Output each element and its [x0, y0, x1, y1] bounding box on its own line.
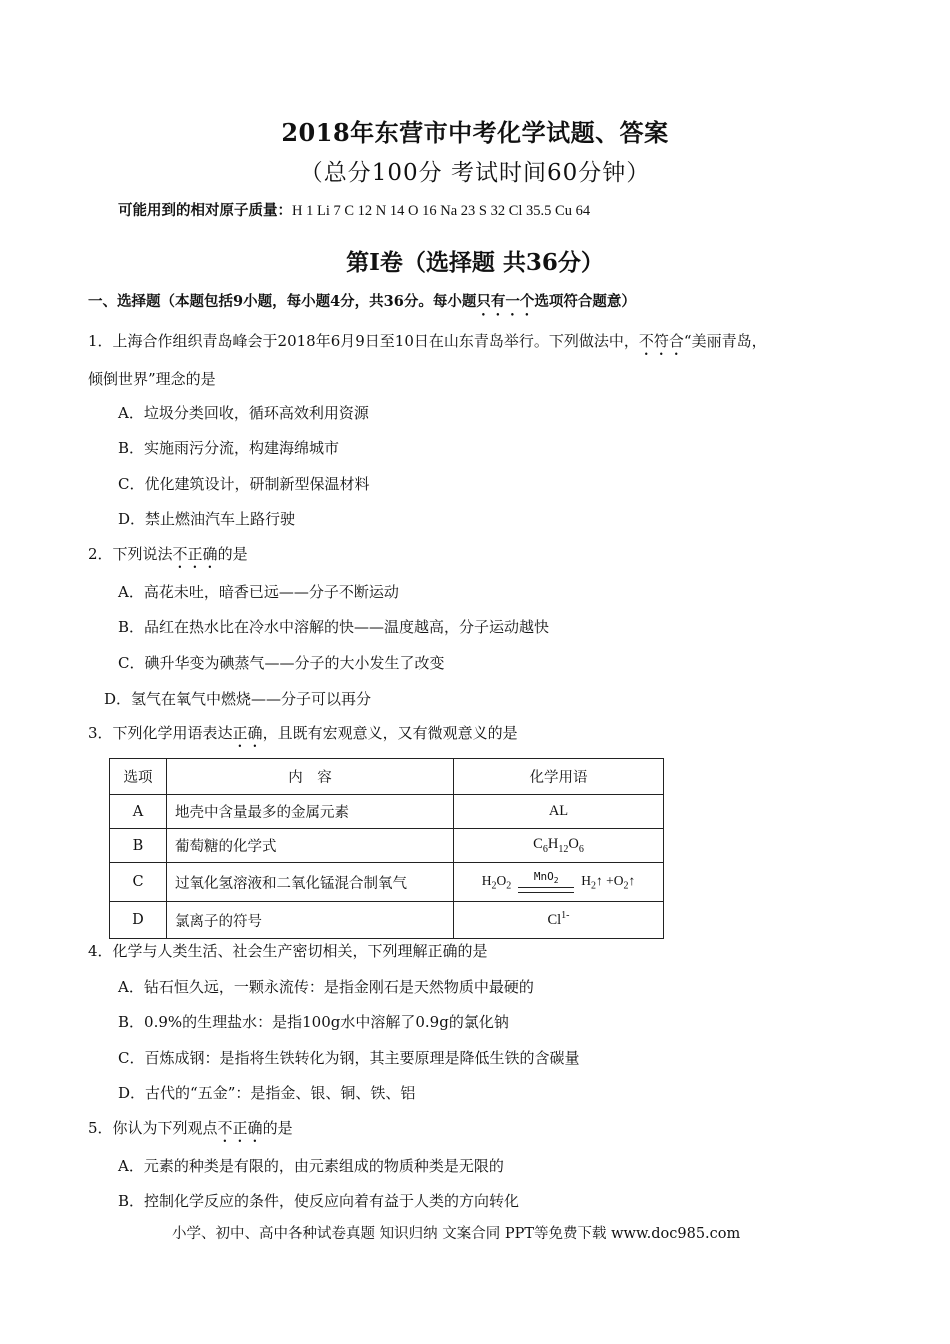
table-header-cell: 化学用语 [454, 759, 664, 795]
table-cell-formula [454, 829, 664, 863]
q2-emphasis: 不正确 [172, 545, 218, 563]
reaction-condition [518, 871, 574, 892]
q1-option-d: D．禁止燃油汽车上路行驶 [118, 510, 296, 528]
question-2-stem [88, 543, 248, 572]
table-header-cell: 内 容 [167, 759, 454, 795]
q1-text: 1．上海合作组织青岛峰会于2018年6月9日至10日在山东青岛举行。下列做法中， [88, 332, 639, 350]
q5-emphasis: 不正确 [217, 1119, 263, 1137]
page-title: 2018年东营市中考化学试题、答案 [281, 118, 669, 147]
q3-emphasis: 正确 [232, 724, 263, 742]
q1-option-c: C．优化建筑设计，研制新型保温材料 [118, 475, 370, 493]
table-row [110, 863, 664, 902]
question-1-stem [88, 330, 767, 359]
q2-option-c: C．碘升华变为碘蒸气——分子的大小发生了改变 [118, 654, 445, 672]
q1-text-tail: “美丽青岛， [683, 332, 767, 350]
section-desc-text: 一、选择题（本题包括9小题，每小题4分，共36分。每小题 [88, 293, 477, 310]
q3-options-table [109, 758, 664, 939]
q4-option-c: C．百炼成钢：是指将生铁转化为钢，其主要原理是降低生铁的含碳量 [118, 1049, 580, 1067]
q5-text: 5．你认为下列观点 [88, 1119, 218, 1137]
table-header-cell: 选项 [110, 759, 167, 795]
page-footer: 小学、初中、高中各种试卷真题 知识归纳 文案合同 PPT等免费下载 www.doc985.com [172, 1226, 741, 1242]
atomic-mass-label: 可能用到的相对原子质量： [118, 202, 292, 219]
chloride-ion: $Cl^{1-}$ [547, 910, 570, 929]
table-cell-formula [454, 902, 664, 939]
section-desc-tail: 选项符合题意） [534, 293, 636, 310]
reaction-equation [482, 871, 636, 892]
q5-option-b: B．控制化学反应的条件，使反应向着有益于人类的方向转化 [118, 1192, 520, 1210]
question-5-stem [88, 1117, 293, 1146]
section-desc-emphasis: 只有一个 [476, 293, 535, 310]
q2-text: 2．下列说法 [88, 545, 173, 563]
q5-text-tail: 的是 [262, 1119, 293, 1137]
section-title: 第Ⅰ卷（选择题 共36分） [346, 249, 604, 276]
table-cell-content: 过氧化氢溶液和二氧化锰混合制氧气 [167, 863, 454, 902]
table-cell-option: D [110, 902, 167, 939]
question-4-stem: 4．化学与人类生活、社会生产密切相关，下列理解正确的是 [88, 942, 488, 960]
q4-option-a: A．钻石恒久远，一颗永流传：是指金刚石是天然物质中最硬的 [118, 978, 534, 996]
table-cell-content: 氯离子的符号 [167, 902, 454, 939]
atomic-mass-line [118, 199, 590, 220]
q1-option-a: A．垃圾分类回收，循环高效利用资源 [118, 404, 369, 422]
table-row [110, 829, 664, 863]
q4-option-b: B．0.9%的生理盐水：是指100g水中溶解了0.9g的氯化钠 [118, 1013, 509, 1031]
question-1-stem-line2: 倾倒世界”理念的是 [88, 370, 216, 388]
section-description [88, 290, 636, 319]
table-cell-formula: AL [454, 795, 664, 829]
table-cell-formula [454, 863, 664, 902]
table-cell-option: A [110, 795, 167, 829]
q1-option-b: B．实施雨污分流，构建海绵城市 [118, 439, 340, 457]
q2-option-b: B．品红在热水比在冷水中溶解的快——温度越高，分子运动越快 [118, 618, 550, 636]
atomic-mass-values: H 1 Li 7 C 12 N 14 O 16 Na 23 S 32 Cl 35.5 Cu 64 [292, 203, 591, 219]
q4-option-d: D．古代的“五金”：是指金、银、铜、铁、铝 [118, 1084, 416, 1102]
q2-option-a: A．高花未吐，暗香已远——分子不断运动 [118, 583, 399, 601]
q5-option-a: A．元素的种类是有限的，由元素组成的物质种类是无限的 [118, 1157, 504, 1175]
table-header-row [110, 759, 664, 795]
q2-option-d: D．氢气在氧气中燃烧——分子可以再分 [104, 690, 372, 708]
products: $H_2↑$ $+O_2↑$ [581, 872, 636, 892]
q2-text-tail: 的是 [217, 545, 248, 563]
equals-sign [518, 887, 574, 893]
question-3-stem [88, 722, 518, 751]
catalyst-label: MnO$_2$ [533, 870, 559, 886]
q3-text: 3．下列化学用语表达 [88, 724, 233, 742]
table-row [110, 902, 664, 939]
table-cell-content: 葡萄糖的化学式 [167, 829, 454, 863]
q1-emphasis: 不符合 [638, 332, 684, 350]
table-cell-option: B [110, 829, 167, 863]
glucose-formula: $C_6H_{12}O_6$ [533, 836, 584, 855]
page-subtitle: （总分100分 考试时间60分钟） [299, 160, 651, 186]
reactant: $H_2O_2$ [481, 872, 512, 892]
q3-text-tail: ，且既有宏观意义，又有微观意义的是 [262, 724, 518, 742]
table-row [110, 795, 664, 829]
table-cell-option: C [110, 863, 167, 902]
table-cell-content: 地壳中含量最多的金属元素 [167, 795, 454, 829]
